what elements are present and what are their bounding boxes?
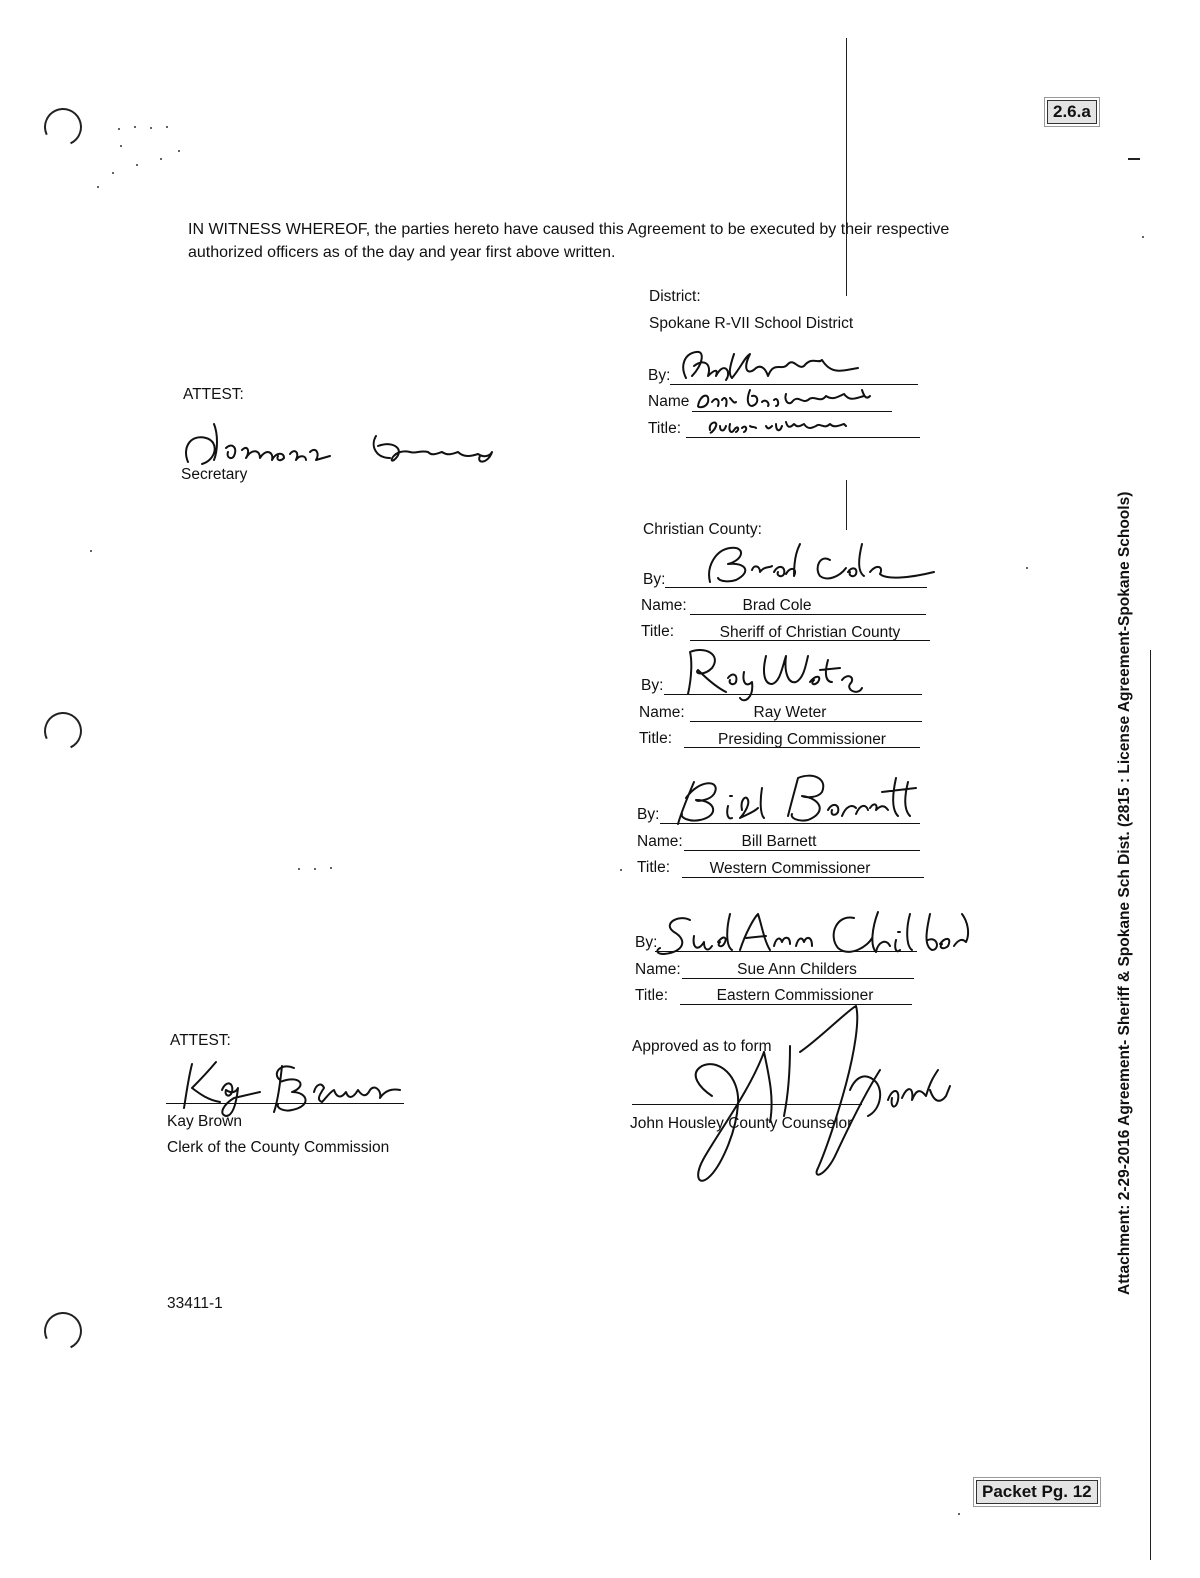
punch-hole-top: [39, 103, 88, 152]
punch-hole-middle: [39, 707, 88, 756]
signer-2-title-label: Title:: [639, 730, 673, 747]
clerk-signature: [176, 1050, 416, 1120]
signer-2-by-label: By:: [641, 677, 664, 694]
approval-signer: John Housley County Counselor: [630, 1115, 853, 1132]
district-name-label: Name: [648, 393, 690, 410]
attachment-sidebar-text: Attachment: 2-29-2016 Agreement- Sheriff & Spokane Sch Dist. (2815 : License Agreement-Spokane Schools): [1116, 491, 1133, 1295]
district-by-label: By:: [648, 367, 671, 384]
signer-1-by-label: By:: [643, 571, 666, 588]
signer-1-title-label: Title:: [641, 623, 675, 640]
witness-line-2: authorized officers as of the day and year first above written.: [188, 244, 616, 261]
packet-page-badge: Packet Pg. 12: [976, 1480, 1098, 1504]
district-signature: [672, 346, 872, 388]
signer-4-title-label: Title:: [635, 987, 669, 1004]
punch-hole-bottom: [39, 1307, 88, 1356]
district-title-label: Title:: [648, 420, 682, 437]
approval-signature: [650, 1000, 950, 1190]
secretary-signature: [180, 412, 500, 474]
signer-3-title: Western Commissioner: [709, 860, 871, 877]
signer-2-name: Ray Weter: [753, 704, 827, 721]
clerk-role: Clerk of the County Commission: [167, 1139, 390, 1156]
district-heading: District:: [649, 288, 701, 305]
signer-3-signature: [670, 770, 932, 828]
signer-4-signature: [654, 906, 970, 962]
signer-3-name-label: Name:: [637, 833, 683, 850]
signer-1-signature: [690, 536, 940, 590]
signer-3-name: Bill Barnett: [741, 833, 817, 850]
signer-1-name-label: Name:: [641, 597, 687, 614]
signer-1-title: Sheriff of Christian County: [719, 624, 901, 641]
attest-role-secretary: Secretary: [181, 466, 248, 483]
signer-4-name-label: Name:: [635, 961, 681, 978]
witness-line-1: IN WITNESS WHEREOF, the parties hereto have caused this Agreement to be executed by their respective: [188, 221, 950, 238]
signer-3-title-label: Title:: [637, 859, 671, 876]
attest-label-top: ATTEST:: [183, 386, 244, 403]
district-name: Spokane R-VII School District: [649, 315, 854, 332]
attest-label-bottom: ATTEST:: [170, 1032, 231, 1049]
district-title-handwritten: [706, 416, 856, 436]
county-heading: Christian County:: [643, 521, 762, 538]
scan-line-lower: [846, 480, 847, 530]
signer-3-by-label: By:: [637, 806, 660, 823]
signer-2-title: Presiding Commissioner: [718, 731, 886, 748]
approval-label: Approved as to form: [632, 1038, 772, 1055]
document-number: 33411-1: [167, 1295, 223, 1312]
signer-2-signature: [682, 642, 872, 704]
signer-4-by-label: By:: [635, 934, 658, 951]
witness-clause: [188, 218, 988, 264]
signer-1-name: Brad Cole: [742, 597, 812, 614]
right-margin-line: [1150, 650, 1151, 1560]
signer-4-title: Eastern Commissioner: [716, 987, 874, 1004]
signer-4-name: Sue Ann Childers: [737, 961, 857, 978]
clerk-name: Kay Brown: [167, 1113, 242, 1130]
district-printed-name-handwritten: [694, 386, 884, 412]
attachment-badge: 2.6.a: [1047, 100, 1097, 124]
signer-2-name-label: Name:: [639, 704, 685, 721]
